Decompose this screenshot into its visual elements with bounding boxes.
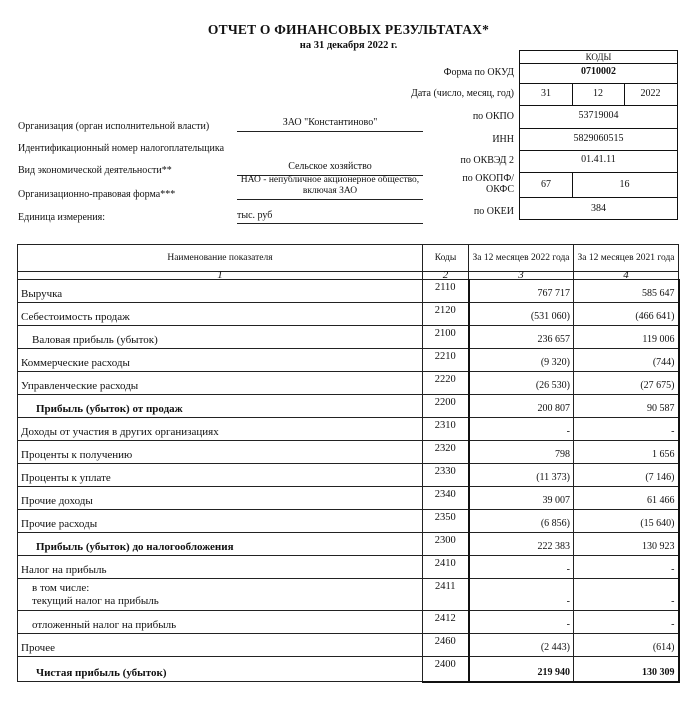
- row-cur: (531 060): [469, 303, 574, 326]
- row-prev: 119 006: [574, 326, 679, 349]
- row-name: Проценты к получению: [18, 441, 423, 464]
- header-name: Наименование показателя: [18, 245, 423, 272]
- okved-label: по ОКВЭД 2: [460, 155, 514, 166]
- row-name: Проценты к уплате: [18, 464, 423, 487]
- row-prev: (744): [574, 349, 679, 372]
- report-title: ОТЧЕТ О ФИНАНСОВЫХ РЕЗУЛЬТАТАХ*: [207, 22, 490, 37]
- unit-label: Единица измерения:: [18, 212, 105, 223]
- row-cur: 219 940: [469, 657, 574, 682]
- row-code: 2400: [423, 657, 469, 682]
- okopf-label: по ОКОПФ/ ОКФС: [462, 173, 514, 195]
- table-row: [18, 657, 679, 682]
- row-name: [18, 579, 423, 611]
- table-row: [18, 464, 679, 487]
- row-prev: -: [574, 418, 679, 441]
- row-name: Чистая прибыль (убыток): [18, 657, 423, 682]
- row-code: 2330: [423, 464, 469, 487]
- row-code: 2412: [423, 611, 469, 634]
- row-cur: -: [469, 556, 574, 579]
- row-cur: -: [469, 418, 574, 441]
- inn-code: 5829060515: [573, 133, 624, 144]
- row-prev: 130 309: [574, 657, 679, 682]
- header-prev: За 12 месяцев 2021 года: [574, 245, 679, 272]
- row-name: отложенный налог на прибыль: [18, 611, 423, 634]
- row-cur: 798: [469, 441, 574, 464]
- colnum-2: 2: [423, 272, 469, 280]
- row-code: 2310: [423, 418, 469, 441]
- row-cur: 767 717: [469, 280, 574, 303]
- row-prev: (7 146): [574, 464, 679, 487]
- row-code: 2210: [423, 349, 469, 372]
- row-name: Прибыль (убыток) от продаж: [18, 395, 423, 418]
- table-row: [18, 556, 679, 579]
- row-name: Валовая прибыль (убыток): [18, 326, 423, 349]
- inn-long-label: Идентификационный номер налогоплательщика: [18, 143, 225, 154]
- table-row: [18, 349, 679, 372]
- table-row: [18, 326, 679, 349]
- activity-label: Вид экономической деятельности**: [18, 165, 172, 176]
- row-code: 2350: [423, 510, 469, 533]
- row-code: 2200: [423, 395, 469, 418]
- date-year: 2022: [640, 88, 661, 99]
- report-date: на 31 декабря 2022 г.: [299, 40, 398, 51]
- organization-value: ЗАО "Константиново": [237, 117, 423, 132]
- colnum-4: 4: [574, 272, 679, 280]
- date-month: 12: [593, 88, 603, 99]
- table-row: [18, 303, 679, 326]
- okud-label: Форма по ОКУД: [443, 67, 514, 78]
- okpo-label: по ОКПО: [472, 111, 514, 122]
- table-header: [18, 245, 679, 272]
- row-code: 2110: [423, 280, 469, 303]
- row-name: Налог на прибыль: [18, 556, 423, 579]
- row-prev: 130 923: [574, 533, 679, 556]
- codes-box: [519, 50, 678, 220]
- row-code: 2460: [423, 634, 469, 657]
- row-prev: (15 640): [574, 510, 679, 533]
- row-name: Прочие расходы: [18, 510, 423, 533]
- unit-value: тыс. руб: [237, 210, 423, 224]
- okopf-code: 67: [541, 179, 551, 190]
- row-code: 2410: [423, 556, 469, 579]
- row-prev: (466 641): [574, 303, 679, 326]
- row-cur: 200 807: [469, 395, 574, 418]
- codes-header: КОДЫ: [585, 52, 612, 62]
- row-code: 2300: [423, 533, 469, 556]
- table-row: [18, 280, 679, 303]
- row-code: 2320: [423, 441, 469, 464]
- row-cur: (26 530): [469, 372, 574, 395]
- colnum-3: 3: [469, 272, 574, 280]
- table-row: [18, 611, 679, 634]
- table-row: [18, 418, 679, 441]
- organization-label: Организация (орган исполнительной власти): [18, 121, 210, 132]
- row-cur: (6 856): [469, 510, 574, 533]
- row-name: Себестоимость продаж: [18, 303, 423, 326]
- row-code: 2100: [423, 326, 469, 349]
- table-row: [18, 441, 679, 464]
- row-cur: 39 007: [469, 487, 574, 510]
- table-row: [18, 395, 679, 418]
- table-row: [18, 510, 679, 533]
- row-name: Выручка: [18, 280, 423, 303]
- column-numbers: [18, 272, 679, 280]
- inn-label: ИНН: [492, 134, 514, 145]
- row-name: Доходы от участия в других организациях: [18, 418, 423, 441]
- table-row: [18, 579, 679, 611]
- row-cur: 236 657: [469, 326, 574, 349]
- row-cur: (2 443): [469, 634, 574, 657]
- row-prev: 585 647: [574, 280, 679, 303]
- table-row: [18, 533, 679, 556]
- row-name: Прибыль (убыток) до налогообложения: [18, 533, 423, 556]
- table-row: [18, 634, 679, 657]
- row-name: Управленческие расходы: [18, 372, 423, 395]
- header-code: Коды: [423, 245, 469, 272]
- okved-code: 01.41.11: [581, 154, 616, 165]
- row-name: Прочие доходы: [18, 487, 423, 510]
- row-prev: -: [574, 556, 679, 579]
- date-label: Дата (число, месяц, год): [411, 88, 514, 99]
- row-cur: -: [469, 611, 574, 634]
- okei-code: 384: [591, 203, 606, 214]
- colnum-1: 1: [18, 272, 423, 280]
- row-prev: -: [574, 611, 679, 634]
- okud-code: 0710002: [581, 66, 616, 77]
- row-name-line1: в том числе:: [32, 582, 90, 594]
- row-prev: 1 656: [574, 441, 679, 464]
- row-prev: 61 466: [574, 487, 679, 510]
- table-row: [18, 487, 679, 510]
- financial-results-table: [17, 244, 680, 683]
- date-day: 31: [541, 88, 551, 99]
- legal-form-label: Организационно-правовая форма***: [18, 189, 176, 200]
- row-prev: (27 675): [574, 372, 679, 395]
- row-name: Коммерческие расходы: [18, 349, 423, 372]
- legal-form-value: НАО - непубличное акционерное общество, включая ЗАО: [237, 175, 423, 200]
- row-code: 2411: [423, 579, 469, 611]
- row-cur: (9 320): [469, 349, 574, 372]
- header-cur: За 12 месяцев 2022 года: [469, 245, 574, 272]
- row-cur: -: [469, 579, 574, 611]
- row-code: 2120: [423, 303, 469, 326]
- row-name: Прочее: [18, 634, 423, 657]
- okpo-code: 53719004: [578, 110, 619, 121]
- row-code: 2340: [423, 487, 469, 510]
- table-row: [18, 372, 679, 395]
- row-code: 2220: [423, 372, 469, 395]
- row-prev: (614): [574, 634, 679, 657]
- row-cur: 222 383: [469, 533, 574, 556]
- row-prev: -: [574, 579, 679, 611]
- row-prev: 90 587: [574, 395, 679, 418]
- activity-value: Сельское хозяйство: [237, 161, 423, 176]
- okei-label: по ОКЕИ: [473, 206, 514, 217]
- row-cur: (11 373): [469, 464, 574, 487]
- row-name-line2: текущий налог на прибыль: [32, 595, 159, 607]
- okfs-code: 16: [619, 179, 630, 190]
